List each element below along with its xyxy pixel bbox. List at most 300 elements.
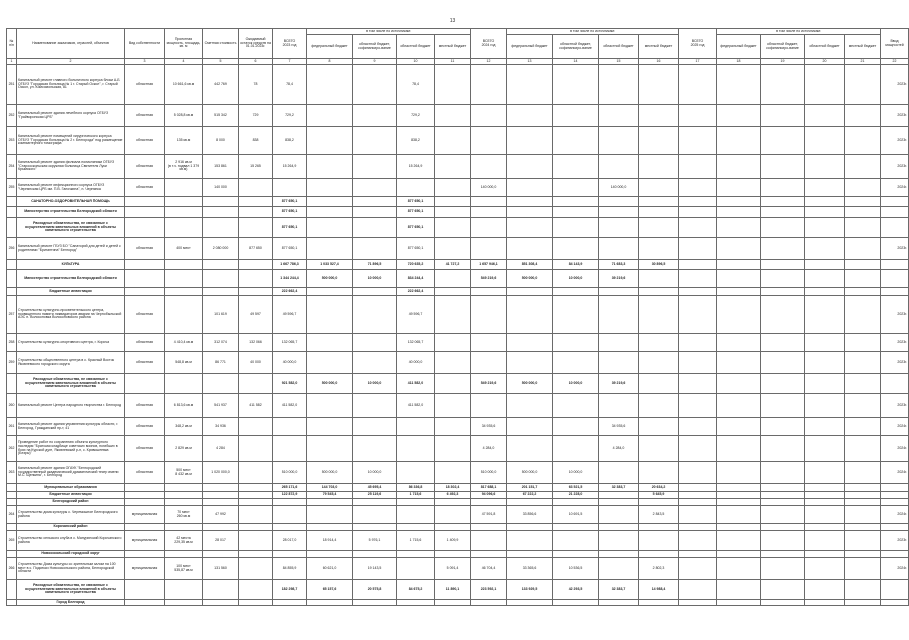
regional-2024-cell — [599, 492, 639, 499]
cost-cell — [203, 207, 239, 218]
header-sources-2023: в том числе по источникам: — [307, 29, 471, 35]
local-2025-cell — [845, 288, 881, 296]
total-2023-cell: 15 264,9 — [273, 155, 307, 179]
row-number-cell — [7, 197, 17, 207]
ownership-cell: областная — [125, 418, 165, 436]
total-2024-cell: 34 935,6 — [471, 418, 507, 436]
regional-2024-cell — [599, 462, 639, 484]
column-number: 7 — [273, 59, 307, 65]
federal-2024-cell — [507, 207, 553, 218]
regional-cof-2023-cell — [353, 238, 397, 260]
total-2025-cell — [679, 352, 717, 374]
federal-2025-cell — [717, 600, 761, 606]
column-number: 11 — [435, 59, 471, 65]
regional-cof-2023-cell — [353, 418, 397, 436]
table-row — [7, 506, 909, 524]
header-total-2024: ВСЕГО 2024 год — [471, 29, 507, 59]
remaining-cell — [239, 260, 273, 270]
total-2025-cell — [679, 506, 717, 524]
column-number: 9 — [353, 59, 397, 65]
regional-cof-2025-cell — [761, 558, 805, 580]
regional-2023-cell — [397, 600, 435, 606]
total-2025-cell — [679, 531, 717, 551]
local-2024-cell: 20 634,2 — [639, 484, 679, 492]
row-number-cell: 264 — [7, 506, 17, 524]
ownership-cell — [125, 288, 165, 296]
cost-cell: 515 342 — [203, 105, 239, 127]
regional-2024-cell — [599, 65, 639, 105]
federal-2023-cell — [307, 551, 353, 558]
total-2024-cell — [471, 288, 507, 296]
regional-2023-cell: 834 244,4 — [397, 270, 435, 288]
capacity-cell: 135 кв.м — [165, 127, 203, 155]
total-2023-cell — [273, 600, 307, 606]
local-2023-cell — [435, 334, 471, 352]
row-number-cell: 251 — [7, 65, 17, 105]
total-2025-cell — [679, 492, 717, 499]
federal-2023-cell — [307, 499, 353, 506]
regional-2024-cell — [599, 207, 639, 218]
total-2025-cell — [679, 551, 717, 558]
column-number: 10 — [397, 59, 435, 65]
remaining-cell: 78 — [239, 65, 273, 105]
regional-cof-2025-cell — [761, 580, 805, 600]
local-2024-cell — [639, 462, 679, 484]
local-2025-cell — [845, 105, 881, 127]
commission-cell — [881, 524, 909, 531]
regional-2023-cell — [397, 551, 435, 558]
column-number: 4 — [165, 59, 203, 65]
commission-cell — [881, 270, 909, 288]
federal-2025-cell — [717, 531, 761, 551]
federal-2025-cell — [717, 499, 761, 506]
capacity-cell: 6 813,6 кв.м — [165, 394, 203, 418]
total-2024-cell: 817 688,1 — [471, 484, 507, 492]
total-2025-cell — [679, 600, 717, 606]
regional-cof-2023-cell: 5 976,1 — [353, 531, 397, 551]
section-row — [7, 270, 909, 288]
federal-2025-cell — [717, 270, 761, 288]
local-2025-cell — [845, 155, 881, 179]
ownership-cell — [125, 374, 165, 394]
federal-2024-cell — [507, 179, 553, 197]
local-2023-cell — [435, 506, 471, 524]
header-commission: Ввод мощностей — [881, 29, 909, 59]
local-2025-cell — [845, 260, 881, 270]
capacity-cell — [165, 218, 203, 238]
column-number: 2 — [17, 59, 125, 65]
total-2024-cell: 46 704,4 — [471, 558, 507, 580]
federal-2024-cell: 500 000,0 — [507, 374, 553, 394]
row-number-cell: 261 — [7, 418, 17, 436]
federal-2023-cell — [307, 394, 353, 418]
regional-2024-cell: 39 219,6 — [599, 270, 639, 288]
ownership-cell — [125, 524, 165, 531]
cost-cell — [203, 197, 239, 207]
local-2025-cell — [845, 218, 881, 238]
regional-cof-2025-cell — [761, 506, 805, 524]
total-2023-cell: 411 582,0 — [273, 394, 307, 418]
local-2023-cell: 41 727,2 — [435, 260, 471, 270]
header-ownership: Вид собственности — [125, 29, 165, 59]
regional-2025-cell — [805, 179, 845, 197]
local-2025-cell — [845, 580, 881, 600]
remaining-cell — [239, 531, 273, 551]
regional-2025-cell — [805, 551, 845, 558]
total-2023-cell: 838,2 — [273, 127, 307, 155]
ownership-cell — [125, 551, 165, 558]
commission-cell — [881, 580, 909, 600]
row-name-cell: Строительство культурно-просветительского центра, посвященного памяти ликвидаторов аварии на Чернобыльской АЭС п. Волоконовка Волоконовского района — [17, 296, 125, 334]
commission-cell — [881, 207, 909, 218]
table-body — [7, 65, 909, 606]
row-name-cell: Расходные обязательства, не связанные с осуществлением капитальных вложений в объекты капитального строительства — [17, 218, 125, 238]
regional-cof-2023-cell — [353, 352, 397, 374]
regional-2025-cell — [805, 334, 845, 352]
federal-2025-cell — [717, 551, 761, 558]
commission-cell: 2024г. — [881, 558, 909, 580]
regional-2025-cell — [805, 436, 845, 462]
local-2023-cell — [435, 524, 471, 531]
capacity-cell: 548,8 кв.м — [165, 352, 203, 374]
regional-2023-cell: 49 596,7 — [397, 296, 435, 334]
row-name-cell: Капитальный ремонт здания управления культуры области, г. Белгород, Гражданский пр-т, 41 — [17, 418, 125, 436]
commission-cell: 2023г. — [881, 352, 909, 374]
regional-2025-cell — [805, 296, 845, 334]
federal-2023-cell — [307, 179, 353, 197]
header-regional-cof-2023: областной бюджет, софинансиро-вание — [353, 35, 397, 59]
header-regional-2023: областной бюджет — [397, 35, 435, 59]
cost-cell — [203, 580, 239, 600]
regional-cof-2025-cell — [761, 155, 805, 179]
total-2025-cell — [679, 155, 717, 179]
regional-2023-cell — [397, 524, 435, 531]
row-name-cell: КУЛЬТУРА — [17, 260, 125, 270]
cost-cell — [203, 218, 239, 238]
federal-2024-cell — [507, 105, 553, 127]
remaining-cell — [239, 462, 273, 484]
local-2024-cell — [639, 238, 679, 260]
local-2024-cell — [639, 288, 679, 296]
regional-cof-2023-cell: 25 119,6 — [353, 492, 397, 499]
local-2025-cell — [845, 499, 881, 506]
ownership-cell: областная — [125, 155, 165, 179]
local-2025-cell — [845, 506, 881, 524]
federal-2023-cell: 500 000,0 — [307, 462, 353, 484]
total-2025-cell — [679, 462, 717, 484]
regional-cof-2024-cell: 10 000,0 — [553, 462, 599, 484]
federal-2023-cell — [307, 334, 353, 352]
header-sources-2025: в том числе по источникам: — [717, 29, 881, 35]
total-2023-cell: 1 344 244,4 — [273, 270, 307, 288]
cost-cell — [203, 600, 239, 606]
local-2024-cell — [639, 218, 679, 238]
local-2025-cell — [845, 524, 881, 531]
cost-cell — [203, 499, 239, 506]
regional-cof-2023-cell — [353, 155, 397, 179]
regional-2025-cell — [805, 394, 845, 418]
remaining-cell: 729 — [239, 105, 273, 127]
regional-2024-cell — [599, 238, 639, 260]
ownership-cell — [125, 197, 165, 207]
regional-cof-2023-cell — [353, 296, 397, 334]
local-2023-cell — [435, 288, 471, 296]
total-2024-cell — [471, 499, 507, 506]
regional-2025-cell — [805, 270, 845, 288]
total-2023-cell: 877 650,1 — [273, 238, 307, 260]
row-number-cell — [7, 484, 17, 492]
federal-2025-cell — [717, 524, 761, 531]
regional-2025-cell — [805, 462, 845, 484]
federal-2024-cell — [507, 499, 553, 506]
column-number: 20 — [805, 59, 845, 65]
ownership-cell: областная — [125, 105, 165, 127]
regional-cof-2024-cell — [553, 600, 599, 606]
federal-2025-cell — [717, 288, 761, 296]
row-name-cell: Строительство Дома культуры со зрительным залом на 100 мест в с. Подсекач Новооскольского района, Белгородской области — [17, 558, 125, 580]
regional-2024-cell — [599, 394, 639, 418]
regional-cof-2024-cell: 21 228,0 — [553, 492, 599, 499]
federal-2024-cell — [507, 436, 553, 462]
total-2023-cell — [273, 179, 307, 197]
header-local-2025: местный бюджет — [845, 35, 881, 59]
remaining-cell: 49 597 — [239, 296, 273, 334]
regional-cof-2024-cell: 10 536,5 — [553, 558, 599, 580]
regional-2023-cell: 877 650,1 — [397, 197, 435, 207]
capacity-cell: 500 мест 8 432 кв.м — [165, 462, 203, 484]
remaining-cell: 877 650 — [239, 238, 273, 260]
row-number-cell: 262 — [7, 436, 17, 462]
remaining-cell — [239, 558, 273, 580]
federal-2024-cell — [507, 218, 553, 238]
total-2023-cell: 729,2 — [273, 105, 307, 127]
total-2023-cell: 182 298,7 — [273, 580, 307, 600]
regional-cof-2024-cell — [553, 551, 599, 558]
row-number-cell — [7, 207, 17, 218]
page-number: 13 — [449, 18, 456, 24]
regional-2023-cell: 838,2 — [397, 127, 435, 155]
regional-cof-2024-cell — [553, 238, 599, 260]
total-2024-cell: 1 657 946,1 — [471, 260, 507, 270]
cost-cell — [203, 288, 239, 296]
commission-cell: 2023г. — [881, 155, 909, 179]
total-2023-cell: 78,4 — [273, 65, 307, 105]
ownership-cell — [125, 270, 165, 288]
regional-2023-cell: 729,2 — [397, 105, 435, 127]
local-2023-cell — [435, 352, 471, 374]
remaining-cell: 132 066 — [239, 334, 273, 352]
total-2025-cell — [679, 436, 717, 462]
regional-2024-cell — [599, 334, 639, 352]
section-row — [7, 600, 909, 606]
regional-2023-cell: 132 065,7 — [397, 334, 435, 352]
remaining-cell — [239, 484, 273, 492]
regional-cof-2023-cell: 10 000,0 — [353, 374, 397, 394]
row-name-cell: Белгородский район — [17, 499, 125, 506]
federal-2024-cell: 500 000,0 — [507, 462, 553, 484]
row-name-cell: Город Белгород — [17, 600, 125, 606]
section-row — [7, 492, 909, 499]
regional-cof-2024-cell — [553, 155, 599, 179]
capacity-cell: 42 места 229,35 кв.м — [165, 531, 203, 551]
federal-2025-cell — [717, 260, 761, 270]
total-2024-cell — [471, 218, 507, 238]
table-row — [7, 394, 909, 418]
regional-cof-2025-cell — [761, 394, 805, 418]
local-2023-cell: 11 890,1 — [435, 580, 471, 600]
local-2023-cell — [435, 65, 471, 105]
regional-cof-2025-cell — [761, 531, 805, 551]
total-2025-cell — [679, 65, 717, 105]
total-2023-cell: 28 017,0 — [273, 531, 307, 551]
section-row — [7, 288, 909, 296]
column-number: 16 — [639, 59, 679, 65]
regional-2024-cell: 39 219,6 — [599, 374, 639, 394]
total-2025-cell — [679, 558, 717, 580]
regional-2024-cell — [599, 288, 639, 296]
budget-table — [6, 28, 909, 606]
local-2025-cell — [845, 179, 881, 197]
local-2024-cell — [639, 179, 679, 197]
regional-2025-cell — [805, 558, 845, 580]
federal-2023-cell — [307, 506, 353, 524]
total-2024-cell — [471, 600, 507, 606]
remaining-cell: 40 000 — [239, 352, 273, 374]
section-row — [7, 524, 909, 531]
regional-2025-cell — [805, 492, 845, 499]
local-2023-cell — [435, 179, 471, 197]
commission-cell: 2023г. — [881, 394, 909, 418]
capacity-cell — [165, 270, 203, 288]
local-2023-cell — [435, 600, 471, 606]
regional-2024-cell: 71 683,3 — [599, 260, 639, 270]
ownership-cell — [125, 260, 165, 270]
local-2024-cell — [639, 270, 679, 288]
ownership-cell: областная — [125, 238, 165, 260]
regional-cof-2025-cell — [761, 334, 805, 352]
ownership-cell: муниципальная — [125, 506, 165, 524]
regional-2023-cell — [397, 436, 435, 462]
cost-cell: 28 017 — [203, 531, 239, 551]
row-number-cell — [7, 580, 17, 600]
local-2023-cell: 18 302,4 — [435, 484, 471, 492]
regional-cof-2025-cell — [761, 296, 805, 334]
federal-2024-cell: 500 000,0 — [507, 270, 553, 288]
remaining-cell — [239, 197, 273, 207]
row-number-cell — [7, 499, 17, 506]
column-number: 21 — [845, 59, 881, 65]
commission-cell: 2024г. — [881, 506, 909, 524]
local-2023-cell — [435, 238, 471, 260]
regional-2024-cell — [599, 105, 639, 127]
table-row — [7, 462, 909, 484]
commission-cell — [881, 197, 909, 207]
regional-cof-2025-cell — [761, 600, 805, 606]
ownership-cell: областная — [125, 127, 165, 155]
regional-2025-cell — [805, 238, 845, 260]
total-2024-cell: 4 284,0 — [471, 436, 507, 462]
total-2024-cell: 223 592,1 — [471, 580, 507, 600]
federal-2024-cell: 33 856,6 — [507, 506, 553, 524]
ownership-cell: областная — [125, 394, 165, 418]
header-federal-2023: федеральный бюджет — [307, 35, 353, 59]
row-number-cell — [7, 270, 17, 288]
regional-2024-cell — [599, 551, 639, 558]
federal-2023-cell: 65 157,6 — [307, 580, 353, 600]
regional-2025-cell — [805, 352, 845, 374]
regional-cof-2023-cell — [353, 551, 397, 558]
header-federal-2025: федеральный бюджет — [717, 35, 761, 59]
remaining-cell: 15 265 — [239, 155, 273, 179]
federal-2025-cell — [717, 580, 761, 600]
remaining-cell — [239, 207, 273, 218]
total-2024-cell: 549 219,6 — [471, 374, 507, 394]
section-row — [7, 551, 909, 558]
regional-cof-2023-cell — [353, 524, 397, 531]
column-number: 22 — [881, 59, 909, 65]
remaining-cell — [239, 499, 273, 506]
federal-2023-cell — [307, 600, 353, 606]
column-number: 8 — [307, 59, 353, 65]
local-2024-cell: 5 645,9 — [639, 492, 679, 499]
local-2024-cell — [639, 551, 679, 558]
federal-2024-cell — [507, 394, 553, 418]
commission-cell: 2023г. — [881, 238, 909, 260]
commission-cell: 2024г. — [881, 436, 909, 462]
regional-2024-cell: 4 284,0 — [599, 436, 639, 462]
total-2025-cell — [679, 105, 717, 127]
header-regional-2025: областной бюджет — [805, 35, 845, 59]
row-name-cell: Корочанский район — [17, 524, 125, 531]
total-2024-cell: 94 096,6 — [471, 492, 507, 499]
capacity-cell — [165, 499, 203, 506]
cost-cell: 541 937 — [203, 394, 239, 418]
regional-2025-cell — [805, 197, 845, 207]
regional-2024-cell: 34 935,6 — [599, 418, 639, 436]
section-row — [7, 218, 909, 238]
row-number-cell: 266 — [7, 558, 17, 580]
capacity-cell — [165, 524, 203, 531]
regional-2023-cell: 1 715,6 — [397, 531, 435, 551]
local-2025-cell — [845, 197, 881, 207]
regional-cof-2024-cell: 10 000,0 — [553, 374, 599, 394]
regional-2023-cell — [397, 418, 435, 436]
federal-2023-cell: 60 621,0 — [307, 558, 353, 580]
ownership-cell: областная — [125, 179, 165, 197]
regional-2023-cell: 40 000,0 — [397, 352, 435, 374]
federal-2025-cell — [717, 155, 761, 179]
capacity-cell — [165, 207, 203, 218]
local-2025-cell — [845, 394, 881, 418]
regional-cof-2023-cell: 10 000,0 — [353, 270, 397, 288]
federal-2023-cell — [307, 418, 353, 436]
row-name-cell: Министерство строительства Белгородской области — [17, 207, 125, 218]
remaining-cell — [239, 580, 273, 600]
local-2024-cell — [639, 127, 679, 155]
federal-2025-cell — [717, 352, 761, 374]
regional-2025-cell — [805, 418, 845, 436]
regional-2024-cell — [599, 600, 639, 606]
total-2023-cell — [273, 418, 307, 436]
total-2024-cell: 549 219,6 — [471, 270, 507, 288]
federal-2025-cell — [717, 418, 761, 436]
local-2023-cell — [435, 551, 471, 558]
regional-2024-cell — [599, 558, 639, 580]
local-2025-cell — [845, 531, 881, 551]
federal-2025-cell — [717, 492, 761, 499]
ownership-cell: областная — [125, 352, 165, 374]
column-number: 12 — [471, 59, 507, 65]
